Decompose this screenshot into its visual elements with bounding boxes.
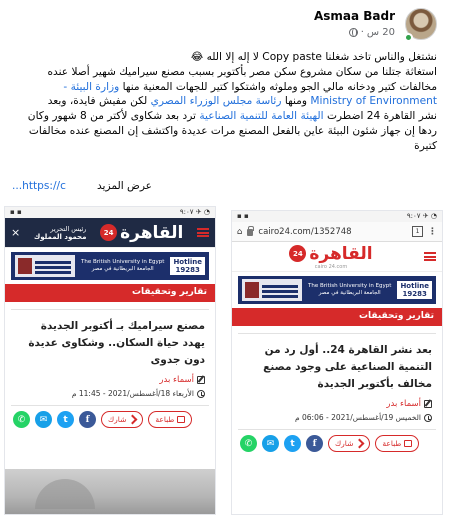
link-ministry-en[interactable]: Ministry of Environment [310,95,437,108]
url-text[interactable]: cairo24.com/1352748 [258,226,352,237]
post-line: نشر القاهرة 24 اضطرت الهيئة العامة للتنمية الصناعية ترد بعد شكاوى لأكتر من 8 شهور وكان [27,110,437,123]
tab-count[interactable]: 1 [412,226,423,237]
screenshot-right[interactable] [231,210,443,515]
post-meta: 20 س · [349,27,395,38]
editor-box: رئيس التحرير محمود المملوك [33,224,87,241]
article-title: بعد نشر القاهرة 24.. أول رد من التنمية الصناعية على وجود مصنع مخالف بأكتوبر الجديدة [263,344,432,390]
post-time[interactable]: 20 س [366,27,395,38]
post-line: مخالفات كتير ودخانه مالي الجو وملوثه واشتكوا كتير للجهات المعنية منها وزارة البيئة - [63,80,437,93]
online-status-dot [404,33,413,42]
banner-photo [242,279,302,301]
share-row [232,435,442,452]
globe-icon [349,28,358,37]
share-button[interactable]: شارك [101,411,143,428]
menu-icon[interactable] [197,228,209,237]
phone-status-bar: ▪ ▪ ٩:٠٧ ✈ ◔ [5,207,215,218]
print-icon [404,440,412,447]
post-line: نشتغل والناس تاخد شغلنا Copy paste لا إله إلا الله 😂 [190,51,437,63]
see-more-link[interactable]: عرض المزيد [97,180,152,192]
post-author[interactable]: Asmaa Badr [313,9,395,23]
article-title: مصنع سيراميك بـ أكتوبر الجديدة يهدد حياة السكان.. وشكاوى عديدة دون جدوى [28,320,205,366]
twitter-icon[interactable]: t [284,435,301,452]
post-text [12,50,437,154]
article-date: الأربعاء 18/أغسطس/2021 - 11:45 م [5,387,215,400]
pen-icon [197,376,205,384]
mail-icon[interactable]: ✉ [262,435,279,452]
phone-status-bar: ▪ ▪ ٩:٠٧ ✈ ◔ [232,211,442,222]
whatsapp-icon[interactable]: ✆ [240,435,257,452]
menu-icon[interactable] [424,252,436,261]
post-url-link[interactable]: https://c... [12,180,66,192]
section-label[interactable]: تقارير وتحقيقات [232,308,442,326]
site-header [5,218,215,248]
share-row [5,411,215,428]
post-line: Ministry of Environment ومنها رئاسة مجلس الوزراء المصري لكن مفيش فايدة، وبعد [47,95,437,108]
share-icon [355,439,365,449]
share-button[interactable]: شارك [328,435,370,452]
twitter-icon[interactable]: t [57,411,74,428]
facebook-icon[interactable]: f [306,435,323,452]
close-icon[interactable]: × [11,226,21,239]
link-gafi[interactable]: الهيئة العامة للتنمية الصناعية [199,110,324,123]
post-header [12,6,437,46]
link-pm-cabinet[interactable]: رئاسة مجلس الوزراء المصري [150,95,282,108]
pen-icon [424,400,432,408]
link-ministry-ar[interactable]: وزارة البيئة - [63,80,120,93]
section-label[interactable]: تقارير وتحقيقات [5,284,215,302]
site-logo[interactable]: القاهرة 24 [100,223,183,243]
print-button[interactable]: طباعة [375,435,419,452]
facebook-icon[interactable]: f [79,411,96,428]
screenshot-left[interactable] [4,206,216,515]
clock-icon [424,414,432,422]
share-icon [128,415,138,425]
ad-banner[interactable]: The British University in Egypt الجامعة البريطانية في مصر Hotline 19283 [11,252,209,280]
site-header [232,242,442,272]
browser-address-bar[interactable]: ⌂ cairo24.com/1352748 1 ⋮ [232,222,442,242]
lock-icon [247,229,253,236]
print-icon [177,416,185,423]
post-line: استغاثة جتلنا من سكان مشروع سكن مصر بأكتوبر بسبب مصنع سيراميك شهير أصلا عنده [47,65,437,78]
clock-icon [197,390,205,398]
post-line: كتيرة [414,139,437,152]
post-line: ردها إن جهاز شئون البيئة عاين بالفعل المصنع مرات عديدة واكتشف إن المصنع عنده مخالفات [28,124,437,137]
ad-banner[interactable]: The British University in Egypt الجامعة البريطانية في مصر Hotline 19283 [238,276,436,304]
article-author[interactable]: أسماء بدر [232,397,442,411]
mail-icon[interactable]: ✉ [35,411,52,428]
more-menu-icon[interactable]: ⋮ [428,226,437,237]
article-date: الخميس 19/أغسطس/2021 - 06:06 م [232,411,442,424]
article-photo [5,469,216,514]
post-url-row [12,180,152,194]
site-logo[interactable]: القاهرة 24 cairo 24.com [289,244,372,270]
article-author[interactable]: أسماء بدر [5,373,215,387]
banner-photo [15,255,75,277]
whatsapp-icon[interactable]: ✆ [13,411,30,428]
print-button[interactable]: طباعة [148,411,192,428]
